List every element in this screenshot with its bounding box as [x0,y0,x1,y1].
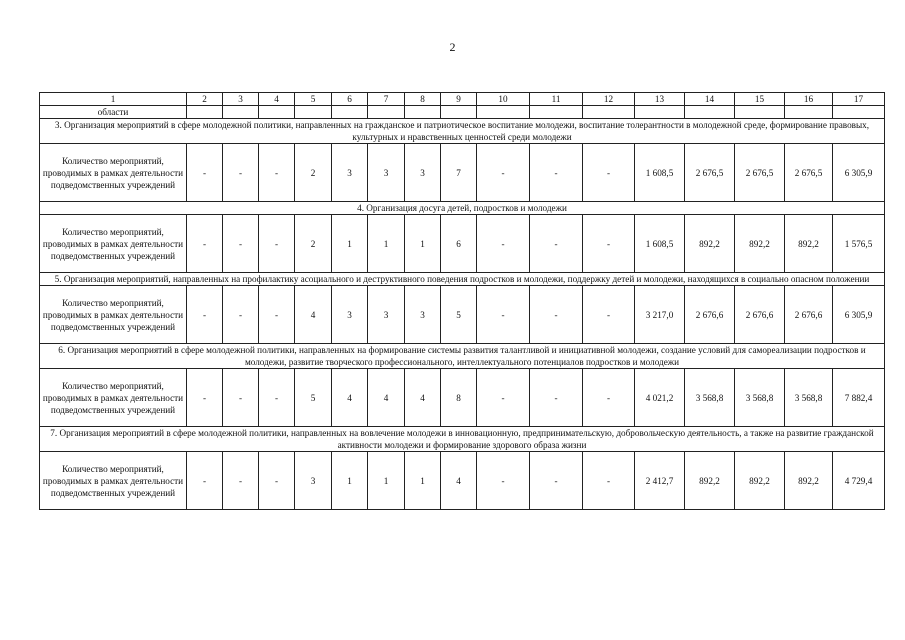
value-cell: 2 676,6 [685,286,735,344]
value-cell: - [223,286,259,344]
indicator-label: Количество мероприятий, проводимых в рамках деятельности подведомственных учреждений [40,452,187,510]
value-cell: - [187,215,223,273]
value-cell: 4 [368,369,405,427]
data-table [39,92,885,510]
column-number-cell: 10 [477,93,530,106]
value-cell: - [583,286,635,344]
indicator-label: Количество мероприятий, проводимых в рамках деятельности подведомственных учреждений [40,286,187,344]
value-cell: 4 729,4 [833,452,885,510]
value-cell: 3 [405,286,441,344]
section-title: 7. Организация мероприятий в сфере молодежной политики, направленных на вовлечение молодежи в инновационную, предпринимательскую, добровольческую деятельность, а также на развитие гражданской активности молодежи и формирование здорового образа жизни [40,427,885,452]
value-cell: 3 [295,452,332,510]
value-cell: 4 [441,452,477,510]
value-cell: 6 305,9 [833,144,885,202]
page-number: 2 [449,40,456,54]
value-cell: - [187,286,223,344]
value-cell: - [477,452,530,510]
value-cell: 4 [295,286,332,344]
value-cell: 2 676,6 [735,286,785,344]
column-number-cell: 3 [223,93,259,106]
value-cell: 1 [405,452,441,510]
value-cell: 2 676,5 [785,144,833,202]
value-cell: 5 [441,286,477,344]
value-cell: 1 [405,215,441,273]
region-row [40,106,885,119]
value-cell: 2 [295,144,332,202]
value-cell: 3 [405,144,441,202]
value-cell: 892,2 [685,452,735,510]
table-row [40,452,885,510]
value-cell: - [583,369,635,427]
value-cell: 1 [332,215,368,273]
value-cell: - [223,215,259,273]
value-cell: 8 [441,369,477,427]
value-cell: - [477,369,530,427]
value-cell: 2 676,6 [785,286,833,344]
value-cell: - [259,452,295,510]
column-number-cell: 5 [295,93,332,106]
value-cell: 1 [368,452,405,510]
section-title: 4. Организация досуга детей, подростков и молодежи [40,202,885,215]
section-title: 3. Организация мероприятий в сфере молодежной политики, направленных на гражданское и патриотическое воспитание молодежи, воспитание толерантности в молодежной среде, формирование правовых, культурных и нравственных ценностей среди молодежи [40,119,885,144]
table-row [40,369,885,427]
value-cell: 3 217,0 [635,286,685,344]
value-cell: - [477,286,530,344]
value-cell: - [223,369,259,427]
value-cell: 2 412,7 [635,452,685,510]
column-number-cell: 8 [405,93,441,106]
value-cell: 1 [332,452,368,510]
column-number-cell: 6 [332,93,368,106]
column-number-cell: 7 [368,93,405,106]
value-cell: 3 [368,286,405,344]
section-row [40,119,885,144]
table-body [40,93,885,510]
indicator-label: Количество мероприятий, проводимых в рамках деятельности подведомственных учреждений [40,144,187,202]
value-cell: 4 [405,369,441,427]
value-cell: - [187,369,223,427]
value-cell: 1 576,5 [833,215,885,273]
column-number-cell: 15 [735,93,785,106]
value-cell: - [530,144,583,202]
column-number-cell: 12 [583,93,635,106]
value-cell: - [530,452,583,510]
value-cell: - [583,144,635,202]
value-cell: - [583,215,635,273]
value-cell: 1 [368,215,405,273]
value-cell: - [583,452,635,510]
value-cell: - [530,286,583,344]
value-cell: 3 [332,144,368,202]
value-cell: - [530,215,583,273]
value-cell: - [259,369,295,427]
column-number-cell: 13 [635,93,685,106]
section-title: 5. Организация мероприятий, направленных на профилактику асоциального и деструктивного поведения подростков и молодежи, поддержку детей и молодежи, находящихся в социально опасном положении [40,273,885,286]
value-cell: 892,2 [735,215,785,273]
value-cell: 3 568,8 [785,369,833,427]
value-cell: - [259,215,295,273]
column-number-cell: 11 [530,93,583,106]
indicator-label: Количество мероприятий, проводимых в рамках деятельности подведомственных учреждений [40,369,187,427]
value-cell: 5 [295,369,332,427]
value-cell: - [530,369,583,427]
value-cell: - [477,144,530,202]
indicator-label: Количество мероприятий, проводимых в рамках деятельности подведомственных учреждений [40,215,187,273]
value-cell: 892,2 [735,452,785,510]
section-row [40,427,885,452]
value-cell: - [187,144,223,202]
value-cell: 892,2 [685,215,735,273]
value-cell: 3 568,8 [735,369,785,427]
value-cell: 3 [368,144,405,202]
value-cell: 3 568,8 [685,369,735,427]
value-cell: 4 [332,369,368,427]
value-cell: - [259,286,295,344]
value-cell: - [477,215,530,273]
value-cell: - [223,144,259,202]
value-cell: 6 [441,215,477,273]
region-cell: области [40,106,187,119]
value-cell: - [223,452,259,510]
value-cell: 892,2 [785,215,833,273]
value-cell: 2 [295,215,332,273]
column-number-row [40,93,885,106]
section-title: 6. Организация мероприятий в сфере молодежной политики, направленных на формирование системы развития талантливой и инициативной молодежи, создание условий для самореализации подростков и молодежи, развитие творческого профессионального, интеллектуального потенциалов подростков и молодежи [40,344,885,369]
section-row [40,273,885,286]
section-row [40,344,885,369]
value-cell: 4 021,2 [635,369,685,427]
column-number-cell: 17 [833,93,885,106]
value-cell: 2 676,5 [735,144,785,202]
column-number-cell: 16 [785,93,833,106]
column-number-cell: 14 [685,93,735,106]
table-row [40,144,885,202]
value-cell: 1 608,5 [635,144,685,202]
value-cell: 7 [441,144,477,202]
value-cell: 1 608,5 [635,215,685,273]
column-number-cell: 4 [259,93,295,106]
section-row [40,202,885,215]
table-row [40,215,885,273]
column-number-cell: 1 [40,93,187,106]
value-cell: 3 [332,286,368,344]
value-cell: 892,2 [785,452,833,510]
value-cell: - [259,144,295,202]
value-cell: - [187,452,223,510]
value-cell: 7 882,4 [833,369,885,427]
column-number-cell: 2 [187,93,223,106]
value-cell: 6 305,9 [833,286,885,344]
table-row [40,286,885,344]
column-number-cell: 9 [441,93,477,106]
value-cell: 2 676,5 [685,144,735,202]
